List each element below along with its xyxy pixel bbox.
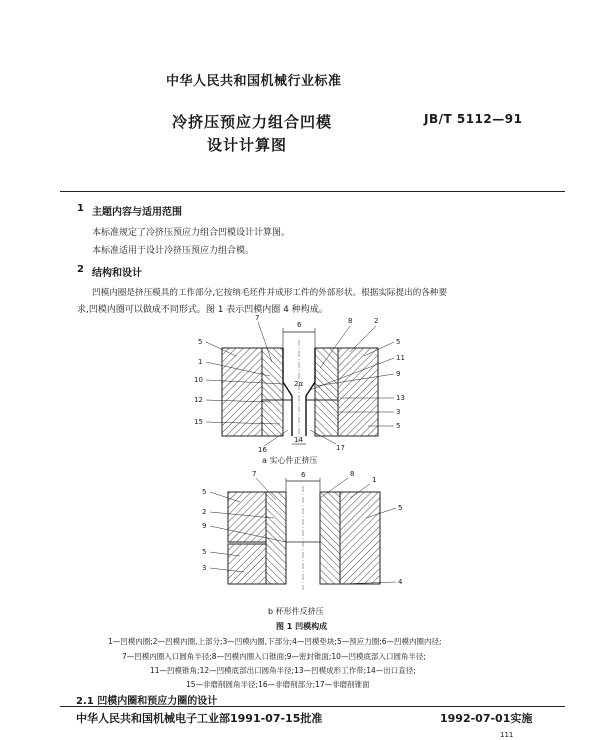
label-6-b: 6 — [301, 471, 306, 479]
label-5-right: 5 — [396, 338, 401, 346]
document-subtitle: 设计计算图 — [207, 136, 288, 154]
label-11: 11 — [396, 354, 405, 362]
legend-line-1: 1—凹模内圈;2—凹模内圈,上部分;3—凹模内圈,下部分;4—凹模垫块;5—预应力圈;6—凹模内圈内径; — [108, 637, 442, 646]
document-title: 冷挤压预应力组合凹模 — [172, 113, 333, 131]
section-1-title: 主题内容与适用范围 — [92, 207, 182, 218]
legend-line-3: 11—凹模锥角;12—凹模底部出口圆角半径;13—凹模成形工作带;14—出口直径; — [150, 666, 416, 675]
label-8-b: 8 — [350, 470, 355, 478]
section-2-paragraph-line-2: 求,凹模内圈可以做成不同形式。图 1 表示凹模内圈 4 种构成。 — [77, 305, 328, 315]
section-1-paragraph-1: 本标准规定了冷挤压预应力组合凹模设计计算图。 — [92, 228, 291, 238]
die-inner-ring-left-b — [266, 492, 286, 584]
figure-1b-caption: b 杯形件反挤压 — [268, 607, 324, 616]
label-2alpha: 2α — [294, 380, 304, 388]
section-1-number: 1 — [77, 203, 84, 214]
die-inner-ring-right — [315, 348, 338, 436]
header-divider — [60, 191, 565, 192]
label-15: 15 — [194, 418, 203, 426]
figure-1-caption: 图 1 凹模构成 — [276, 622, 328, 631]
label-14: 14 — [294, 436, 303, 444]
industry-standard-heading: 中华人民共和国机械行业标准 — [166, 74, 342, 89]
label-9: 9 — [396, 370, 401, 378]
subsection-2-1: 2.1 凹模内圈和预应力圈的设计 — [76, 696, 218, 707]
label-5-left: 5 — [198, 338, 203, 346]
label-5-mid-b: 5 — [202, 548, 207, 556]
page-number: 111 — [500, 731, 514, 739]
figure-1a-diagram — [180, 312, 420, 472]
label-3: 3 — [396, 408, 401, 416]
approval-date: 中华人民共和国机械电子工业部1991-07-15批准 — [76, 712, 323, 725]
prestress-ring-right-b — [340, 492, 380, 584]
figure-1a-caption: a 实心件正挤压 — [262, 456, 318, 465]
prestress-ring-right — [338, 348, 378, 436]
label-9-b: 9 — [202, 522, 207, 530]
standard-code: JB/T 5112—91 — [424, 112, 523, 126]
label-1: 1 — [198, 358, 203, 366]
label-13: 13 — [396, 394, 405, 402]
prestress-ring-left-upper — [228, 492, 266, 542]
label-5-top-b: 5 — [202, 488, 207, 496]
legend-line-2: 7—凹模内圈入口圆角半径;8—凹模内圈入口锥面;9—密封锥面;10—凹模底部入口圆角半径; — [122, 652, 426, 661]
label-17: 17 — [336, 444, 345, 452]
prestress-ring-left-lower — [228, 544, 266, 584]
label-12: 12 — [194, 396, 203, 404]
label-4-b: 4 — [398, 578, 403, 586]
label-2-b: 2 — [202, 508, 207, 516]
label-2: 2 — [374, 317, 379, 325]
section-2-title: 结构和设计 — [92, 268, 142, 279]
section-2-number: 2 — [77, 264, 84, 275]
label-8: 8 — [348, 317, 353, 325]
label-7-b: 7 — [252, 470, 257, 478]
label-3-b: 3 — [202, 564, 207, 572]
label-5-right-b: 5 — [398, 504, 403, 512]
label-10: 10 — [194, 376, 203, 384]
label-5-right-low: 5 — [396, 422, 401, 430]
label-7: 7 — [255, 314, 260, 322]
die-inner-ring-right-b — [320, 492, 340, 584]
section-2-paragraph-line-1: 凹模内圈是挤压模具的工作部分,它按纳毛坯件并成形工件的外部形状。根据实际提出的各种要 — [92, 288, 448, 298]
legend-line-4: 15—非磨削圆角半径;16—非磨削部分;17—非磨削锥面 — [186, 680, 370, 689]
section-1-paragraph-2: 本标准适用于设计冷挤压预应力组合模。 — [92, 246, 255, 256]
effective-date: 1992-07-01实施 — [440, 712, 533, 725]
die-inner-ring-left — [262, 348, 283, 436]
label-6: 6 — [297, 321, 302, 329]
figure-1b-diagram — [190, 468, 410, 608]
label-1-b: 1 — [372, 476, 377, 484]
footer-divider — [60, 706, 565, 707]
label-16: 16 — [258, 446, 267, 454]
